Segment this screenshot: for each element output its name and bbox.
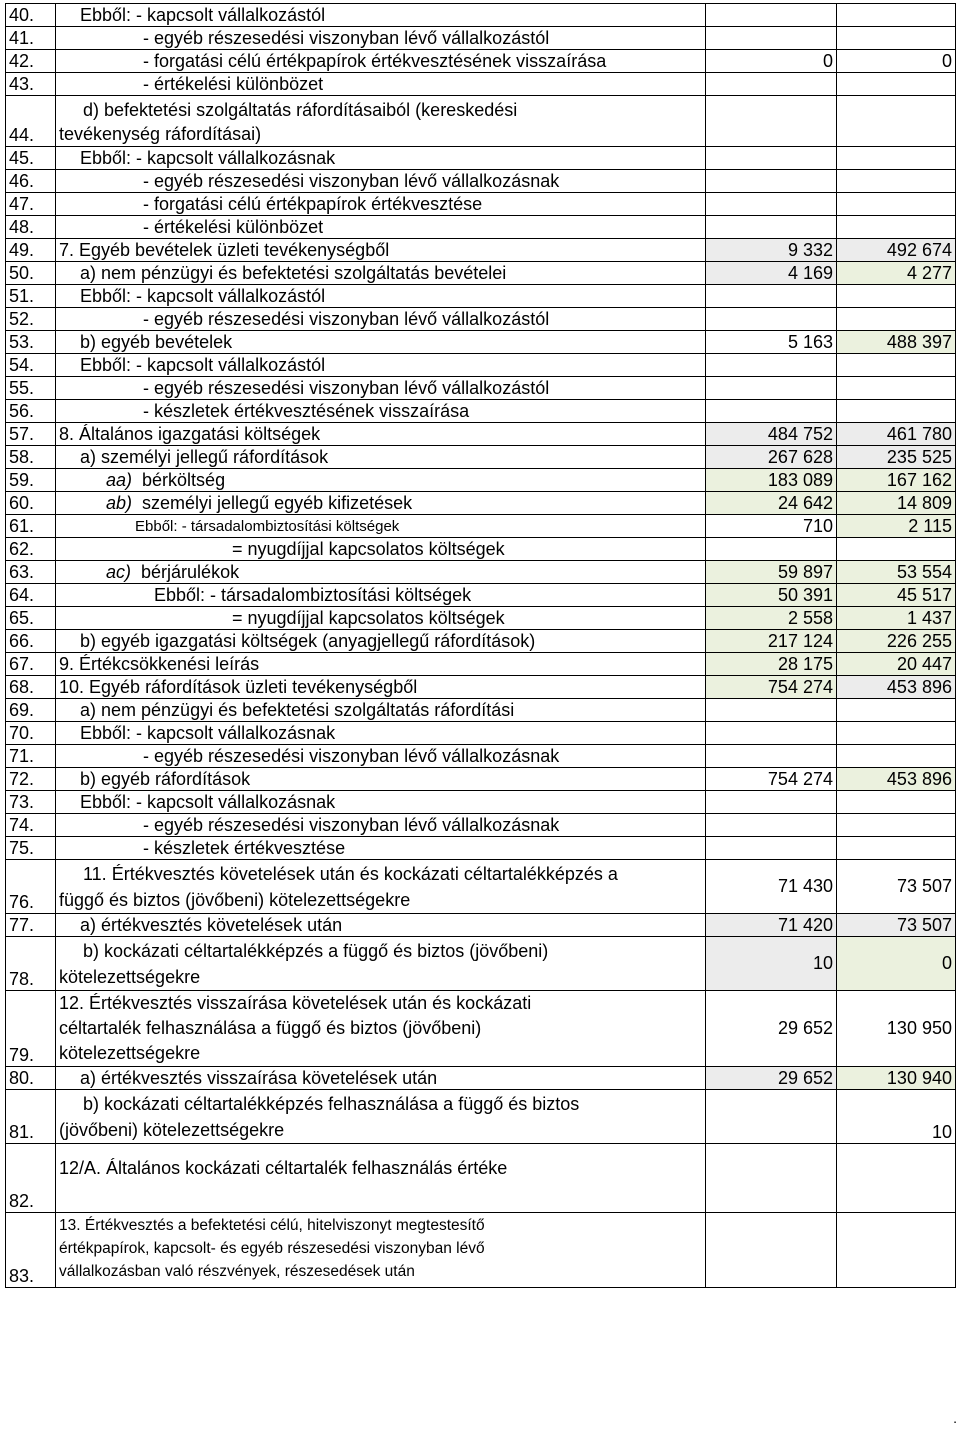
value-col-1: 28 175: [706, 653, 837, 676]
row-description: [56, 469, 706, 492]
row-description: Ebből: - kapcsolt vállalkozásnak: [56, 722, 706, 745]
value-col-1: 183 089: [706, 469, 837, 492]
item-code: aa): [106, 470, 133, 490]
value-col-2: [837, 837, 956, 860]
table-row: [6, 991, 956, 1067]
value-col-2: [837, 216, 956, 239]
value-col-2: 14 809: [837, 492, 956, 515]
row-description: b) egyéb bevételek: [56, 331, 706, 354]
row-number: 69.: [6, 699, 56, 722]
value-col-2: [837, 1213, 956, 1288]
value-col-1: 10: [706, 937, 837, 991]
value-col-2: [837, 745, 956, 768]
value-col-2: 73 507: [837, 860, 956, 914]
row-description: a) értékvesztés követelések után: [56, 914, 706, 937]
value-col-1: [706, 170, 837, 193]
value-col-1: 2 558: [706, 607, 837, 630]
value-col-1: 267 628: [706, 446, 837, 469]
value-col-1: [706, 791, 837, 814]
row-description-line: tevékenység ráfordításai): [59, 124, 262, 144]
table-row: [6, 193, 956, 216]
row-description: [56, 1090, 706, 1144]
row-number: 79.: [6, 991, 56, 1067]
value-col-2: [837, 1144, 956, 1213]
row-number: 53.: [6, 331, 56, 354]
row-description: Ebből: - kapcsolt vállalkozásnak: [56, 147, 706, 170]
value-col-2: 45 517: [837, 584, 956, 607]
row-number: 75.: [6, 837, 56, 860]
row-description: - egyéb részesedési viszonyban lévő vállalkozástól: [56, 308, 706, 331]
row-description: a) nem pénzügyi és befektetési szolgáltatás bevételei: [56, 262, 706, 285]
row-number: 45.: [6, 147, 56, 170]
value-col-2: 492 674: [837, 239, 956, 262]
value-col-2: [837, 285, 956, 308]
table-row: [6, 285, 956, 308]
value-col-2: 130 950: [837, 991, 956, 1067]
item-code: ac): [106, 562, 132, 582]
table-row: [6, 50, 956, 73]
row-number: 52.: [6, 308, 56, 331]
value-col-2: 4 277: [837, 262, 956, 285]
table-row: [6, 722, 956, 745]
value-col-2: 453 896: [837, 676, 956, 699]
row-number: 42.: [6, 50, 56, 73]
row-description-line: kötelezettségekre: [59, 967, 201, 987]
value-col-2: [837, 400, 956, 423]
row-number: 81.: [6, 1090, 56, 1144]
value-col-1: [706, 814, 837, 837]
row-description: 7. Egyéb bevételek üzleti tevékenységből: [56, 239, 706, 262]
value-col-1: 29 652: [706, 1067, 837, 1090]
row-number: 46.: [6, 170, 56, 193]
value-col-2: 73 507: [837, 914, 956, 937]
row-description: - egyéb részesedési viszonyban lévő vállalkozásnak: [56, 814, 706, 837]
row-description: [56, 1213, 706, 1288]
row-description-line: 11. Értékvesztés követelések után és kockázati céltartalékképzés a: [83, 864, 618, 884]
row-description: [56, 991, 706, 1067]
value-col-1: [706, 699, 837, 722]
row-number: 68.: [6, 676, 56, 699]
row-description: b) egyéb igazgatási költségek (anyagjellegű ráfordítások): [56, 630, 706, 653]
row-number: 49.: [6, 239, 56, 262]
value-col-2: 488 397: [837, 331, 956, 354]
table-row: [6, 699, 956, 722]
row-description: Ebből: - társadalombiztosítási költségek: [56, 584, 706, 607]
value-col-2: [837, 147, 956, 170]
row-number: 62.: [6, 538, 56, 561]
row-number: 78.: [6, 937, 56, 991]
table-row: [6, 1067, 956, 1090]
table-row: [6, 308, 956, 331]
value-col-1: [706, 4, 837, 27]
row-description: 8. Általános igazgatási költségek: [56, 423, 706, 446]
row-description: - készletek értékvesztésének visszaírása: [56, 400, 706, 423]
value-col-2: [837, 538, 956, 561]
value-col-2: 130 940: [837, 1067, 956, 1090]
row-number: 71.: [6, 745, 56, 768]
table-row: [6, 377, 956, 400]
row-number: 63.: [6, 561, 56, 584]
value-col-2: 461 780: [837, 423, 956, 446]
value-col-1: [706, 400, 837, 423]
row-description: = nyugdíjjal kapcsolatos költségek: [56, 538, 706, 561]
value-col-2: 226 255: [837, 630, 956, 653]
item-text: bérköltség: [142, 470, 226, 490]
value-col-1: 5 163: [706, 331, 837, 354]
row-description: - forgatási célú értékpapírok értékvesztésének visszaírása: [56, 50, 706, 73]
value-col-2: [837, 377, 956, 400]
table-row: [6, 584, 956, 607]
row-number: 73.: [6, 791, 56, 814]
table-row: [6, 1144, 956, 1213]
row-description: 10. Egyéb ráfordítások üzleti tevékenységből: [56, 676, 706, 699]
table-row: [6, 937, 956, 991]
value-col-1: [706, 285, 837, 308]
row-description: - készletek értékvesztése: [56, 837, 706, 860]
value-col-1: [706, 1144, 837, 1213]
table-row: [6, 860, 956, 914]
value-col-2: [837, 73, 956, 96]
row-description-line: d) befektetési szolgáltatás ráfordításaiból (kereskedési: [83, 100, 518, 120]
value-col-2: [837, 96, 956, 147]
row-description: a) személyi jellegű ráfordítások: [56, 446, 706, 469]
row-number: 66.: [6, 630, 56, 653]
value-col-1: 9 332: [706, 239, 837, 262]
table-row: [6, 400, 956, 423]
value-col-2: 0: [837, 937, 956, 991]
row-number: 82.: [6, 1144, 56, 1213]
value-col-2: [837, 308, 956, 331]
value-col-2: [837, 170, 956, 193]
row-number: 55.: [6, 377, 56, 400]
item-code: ab): [106, 493, 133, 513]
row-description-line: (jövőbeni) kötelezettségekre: [59, 1120, 285, 1140]
value-col-1: [706, 722, 837, 745]
value-col-1: 754 274: [706, 676, 837, 699]
row-description-line: céltartalék felhasználása a függő és biztos (jövőbeni): [59, 1018, 482, 1038]
table-row: [6, 653, 956, 676]
value-col-1: [706, 837, 837, 860]
value-col-2: 235 525: [837, 446, 956, 469]
row-number: 67.: [6, 653, 56, 676]
table-row: [6, 515, 956, 538]
row-description: - értékelési különbözet: [56, 216, 706, 239]
row-number: 60.: [6, 492, 56, 515]
value-col-1: 217 124: [706, 630, 837, 653]
table-row: [6, 814, 956, 837]
row-description: = nyugdíjjal kapcsolatos költségek: [56, 607, 706, 630]
row-description: 12/A. Általános kockázati céltartalék felhasználás értéke: [56, 1144, 706, 1213]
row-description: b) egyéb ráfordítások: [56, 768, 706, 791]
value-col-1: [706, 147, 837, 170]
table-row: [6, 768, 956, 791]
row-description-line: vállalkozásban való részvények, részesedések után: [59, 1263, 415, 1280]
value-col-2: [837, 791, 956, 814]
table-row: [6, 561, 956, 584]
value-col-1: [706, 745, 837, 768]
table-row: [6, 791, 956, 814]
row-number: 72.: [6, 768, 56, 791]
row-number: 80.: [6, 1067, 56, 1090]
table-row: [6, 914, 956, 937]
table-row: [6, 630, 956, 653]
value-col-1: 754 274: [706, 768, 837, 791]
row-description: Ebből: - kapcsolt vállalkozástól: [56, 4, 706, 27]
row-description: [56, 561, 706, 584]
value-col-1: 50 391: [706, 584, 837, 607]
value-col-2: 453 896: [837, 768, 956, 791]
table-row: [6, 1090, 956, 1144]
row-number: 77.: [6, 914, 56, 937]
value-col-1: [706, 27, 837, 50]
row-number: 59.: [6, 469, 56, 492]
row-number: 43.: [6, 73, 56, 96]
table-row: [6, 147, 956, 170]
row-number: 54.: [6, 354, 56, 377]
value-col-2: [837, 27, 956, 50]
table-row: [6, 676, 956, 699]
value-col-1: [706, 308, 837, 331]
row-description: Ebből: - kapcsolt vállalkozástól: [56, 285, 706, 308]
value-col-1: [706, 538, 837, 561]
table-row: [6, 446, 956, 469]
row-description: Ebből: - kapcsolt vállalkozástól: [56, 354, 706, 377]
value-col-2: 53 554: [837, 561, 956, 584]
row-description: [56, 937, 706, 991]
row-description-line: kötelezettségekre: [59, 1043, 201, 1063]
row-number: 57.: [6, 423, 56, 446]
table-row: [6, 216, 956, 239]
row-description-line: b) kockázati céltartalékképzés a függő és biztos (jövőbeni): [83, 941, 549, 961]
row-description: - egyéb részesedési viszonyban lévő vállalkozástól: [56, 377, 706, 400]
row-description: - forgatási célú értékpapírok értékvesztése: [56, 193, 706, 216]
row-description: Ebből: - társadalombiztosítási költségek: [56, 515, 706, 538]
value-col-2: 167 162: [837, 469, 956, 492]
table-row: [6, 239, 956, 262]
value-col-2: 1 437: [837, 607, 956, 630]
value-col-1: 4 169: [706, 262, 837, 285]
row-number: 44.: [6, 96, 56, 147]
value-col-1: [706, 377, 837, 400]
table-row: [6, 469, 956, 492]
value-col-2: [837, 193, 956, 216]
table-row: [6, 745, 956, 768]
value-col-2: [837, 699, 956, 722]
value-col-1: [706, 354, 837, 377]
row-number: 64.: [6, 584, 56, 607]
value-col-1: 24 642: [706, 492, 837, 515]
value-col-1: 710: [706, 515, 837, 538]
value-col-1: 71 420: [706, 914, 837, 937]
value-col-1: 59 897: [706, 561, 837, 584]
row-description: [56, 96, 706, 147]
value-col-2: 10: [837, 1090, 956, 1144]
table-row: [6, 837, 956, 860]
row-number: 40.: [6, 4, 56, 27]
row-description-line: 12. Értékvesztés visszaírása követelések után és kockázati: [59, 993, 532, 1013]
row-description: a) értékvesztés visszaírása követelések után: [56, 1067, 706, 1090]
row-number: 51.: [6, 285, 56, 308]
value-col-1: 0: [706, 50, 837, 73]
row-number: 65.: [6, 607, 56, 630]
row-number: 83.: [6, 1213, 56, 1288]
table-row: [6, 331, 956, 354]
row-number: 76.: [6, 860, 56, 914]
value-col-1: 484 752: [706, 423, 837, 446]
row-number: 56.: [6, 400, 56, 423]
value-col-2: 0: [837, 50, 956, 73]
value-col-2: [837, 354, 956, 377]
value-col-1: [706, 1090, 837, 1144]
row-description: a) nem pénzügyi és befektetési szolgáltatás ráfordítási: [56, 699, 706, 722]
item-text: személyi jellegű egyéb kifizetések: [142, 493, 413, 513]
value-col-1: [706, 73, 837, 96]
row-description: 9. Értékcsökkenési leírás: [56, 653, 706, 676]
table-row: [6, 262, 956, 285]
table-row: [6, 96, 956, 147]
row-number: 70.: [6, 722, 56, 745]
table-row: [6, 538, 956, 561]
table-row: [6, 27, 956, 50]
value-col-1: [706, 1213, 837, 1288]
table-row: [6, 1213, 956, 1288]
value-col-2: [837, 814, 956, 837]
footer-mark: .: [953, 1410, 957, 1426]
value-col-2: [837, 722, 956, 745]
row-number: 41.: [6, 27, 56, 50]
row-description: - egyéb részesedési viszonyban lévő vállalkozásnak: [56, 170, 706, 193]
row-description-line: értékpapírok, kapcsolt- és egyéb részesedési viszonyban lévő: [59, 1240, 485, 1257]
row-description-line: függő és biztos (jövőbeni) kötelezettségekre: [59, 890, 411, 910]
value-col-2: [837, 4, 956, 27]
row-description: [56, 492, 706, 515]
financial-statement-table: [5, 3, 956, 1288]
row-number: 48.: [6, 216, 56, 239]
row-description: - értékelési különbözet: [56, 73, 706, 96]
item-text: bérjárulékok: [141, 562, 240, 582]
row-description: Ebből: - kapcsolt vállalkozásnak: [56, 791, 706, 814]
value-col-2: 20 447: [837, 653, 956, 676]
table-row: [6, 4, 956, 27]
value-col-1: [706, 193, 837, 216]
table-row: [6, 607, 956, 630]
row-description-line: b) kockázati céltartalékképzés felhasználása a függő és biztos: [83, 1094, 580, 1114]
table-row: [6, 492, 956, 515]
table-row: [6, 73, 956, 96]
row-description-line: 13. Értékvesztés a befektetési célú, hitelviszonyt megtestesítő: [59, 1217, 485, 1234]
value-col-1: 29 652: [706, 991, 837, 1067]
row-number: 74.: [6, 814, 56, 837]
value-col-2: 2 115: [837, 515, 956, 538]
value-col-1: 71 430: [706, 860, 837, 914]
table-row: [6, 170, 956, 193]
row-number: 50.: [6, 262, 56, 285]
row-description: [56, 860, 706, 914]
value-col-1: [706, 96, 837, 147]
row-description: - egyéb részesedési viszonyban lévő vállalkozástól: [56, 27, 706, 50]
row-number: 61.: [6, 515, 56, 538]
table-row: [6, 423, 956, 446]
row-number: 47.: [6, 193, 56, 216]
table-row: [6, 354, 956, 377]
row-number: 58.: [6, 446, 56, 469]
value-col-1: [706, 216, 837, 239]
row-description: - egyéb részesedési viszonyban lévő vállalkozásnak: [56, 745, 706, 768]
